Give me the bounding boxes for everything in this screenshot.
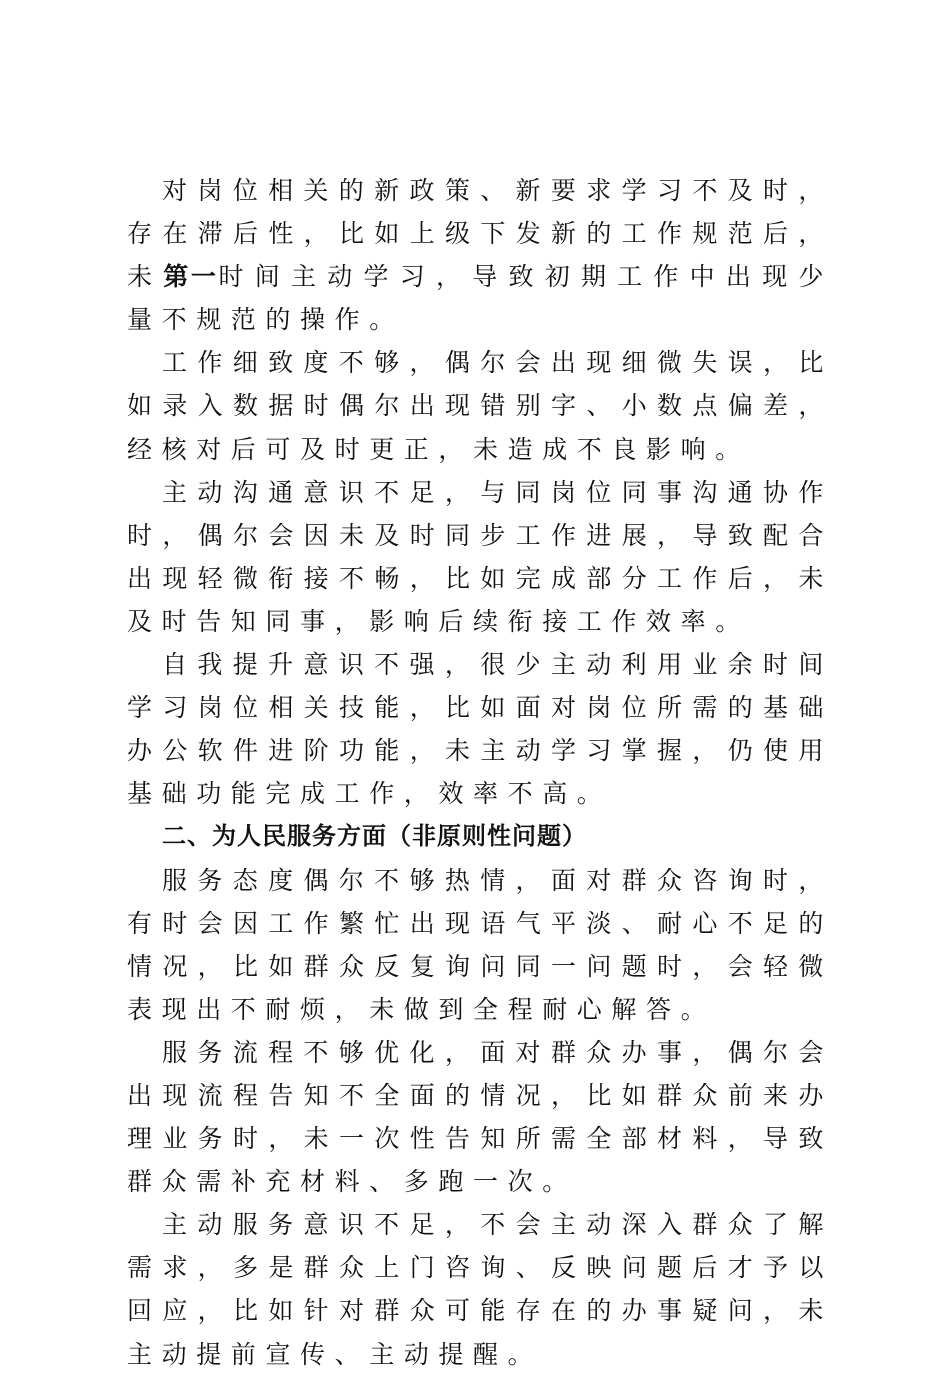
paragraph-text: 对岗位相关的新政策、新要求学习不及时，存在滞后性，比如上级下发新的工作规范后，未 [127, 176, 833, 292]
document-page [127, 169, 833, 1376]
paragraph-service-attitude: 服务态度偶尔不够热情，面对群众咨询时，有时会因工作繁忙出现语气平淡、耐心不足的情况，比如群众反复询问同一问题时，会轻微表现出不耐烦，未做到全程耐心解答。 [127, 865, 833, 1024]
paragraph-self-improvement: 自我提升意识不强，很少主动利用业余时间学习岗位相关技能，比如面对岗位所需的基础办公软件进阶功能，未主动学习掌握，仍使用基础功能完成工作，效率不高。 [127, 650, 833, 809]
paragraph-service-process: 服务流程不够优化，面对群众办事，偶尔会出现流程告知不全面的情况，比如群众前来办理业务时，未一次性告知所需全部材料，导致群众需补充材料、多跑一次。 [127, 1037, 833, 1197]
paragraph-work-detail: 工作细致度不够，偶尔会出现细微失误，比如录入数据时偶尔出现错别字、小数点偏差，经核对后可及时更正，未造成不良影响。 [127, 348, 833, 464]
paragraph-text: 时间主动学习，导致初期工作中出现少量不规范的操作。 [127, 262, 833, 335]
section-heading: 二、为人民服务方面（非原则性问题） [162, 822, 587, 851]
bold-text: 第一 [163, 262, 219, 292]
paragraph-policy-learning [127, 169, 833, 341]
paragraph-communication: 主动沟通意识不足，与同岗位同事沟通协作时，偶尔会因未及时同步工作进展，导致配合出现轻微衔接不畅，比如完成部分工作后，未及时告知同事，影响后续衔接工作效率。 [127, 477, 833, 636]
paragraph-proactive-service: 主动服务意识不足，不会主动深入群众了解需求，多是群众上门咨询、反映问题后才予以回应，比如针对群众可能存在的办事疑问，未主动提前宣传、主动提醒。 [127, 1210, 833, 1369]
